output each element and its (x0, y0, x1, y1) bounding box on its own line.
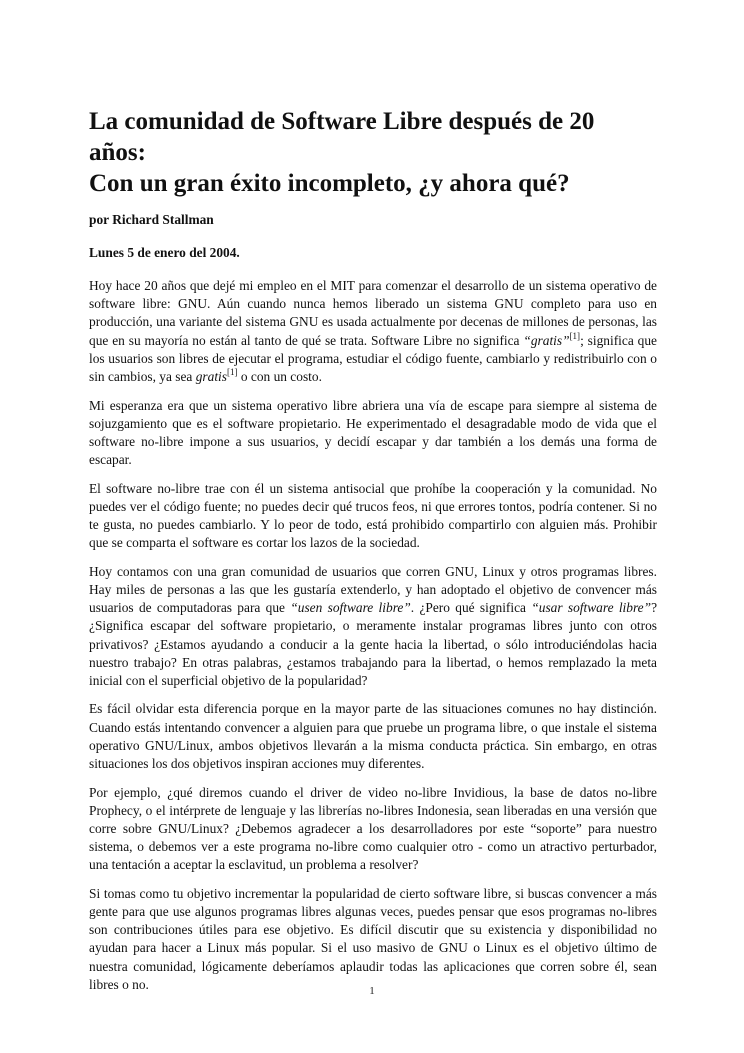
paragraph-4-text-a: Hoy contamos con una gran comunidad de usuarios que corren GNU, Linux y otros programas libres. Hay miles de personas a las que les gustaría extenderlo, y han adoptado el objetivo de convencer más usuarios de computadoras para que (89, 563, 657, 616)
paragraph-4-text-b: . ¿Pero qué significa (410, 600, 532, 616)
paragraph-4-emphasis-1: “usen software libre” (290, 600, 411, 616)
paragraph-4-emphasis-2: “usar software libre” (531, 600, 652, 616)
paragraph-1-emphasis-gratis-2: gratis (195, 369, 227, 385)
paragraph-4 (89, 563, 657, 690)
footnote-ref-1[interactable]: [1] (569, 330, 581, 341)
paragraph-1-emphasis-gratis: “gratis” (523, 332, 570, 348)
paragraph-6: Por ejemplo, ¿qué diremos cuando el driver de video no-libre Invidious, la base de datos no-libre Prophecy, o el intérprete de lenguaje y las librerías no-libres Indonesia, sean liberadas en una versión que corre sobre GNU/Linux? ¿Debemos agradecer a los desarrolladores por este “soporte” para nuestro sistema, o debemos ver a este programa no-libre como cualquier otro - como un atractivo perturbador, una tentación a aceptar la esclavitud, un problema a resolver? (89, 784, 657, 873)
paragraph-1-text-b: ; significa que los usuarios son libres de ejecutar el programa, estudiar el código fuente, cambiarlo y redistribuirlo con o sin cambios, ya sea (89, 332, 658, 385)
paragraph-2: Mi esperanza era que un sistema operativo libre abriera una vía de escape para siempre al sistema de sojuzgamiento que es el software propietario. He experimentado el desagradable modo de vida que el software no-libre impone a sus usuarios, y decidí escapar y dar también a los demás una forma de escapar. (89, 397, 657, 468)
footnote-ref-1b[interactable]: [1] (227, 367, 238, 378)
paragraph-1-text-a: Hoy hace 20 años que dejé mi empleo en el MIT para comenzar el desarrollo de un sistema operativo de software libre: GNU. Aún cuando nunca hemos liberado un sistema GNU completo para uso en producción, una variante del sistema GNU es usada actualmente por decenas de millones de personas, las que en su mayoría no están al tanto de qué se trata. Software Libre no significa (89, 278, 657, 348)
paragraph-5: Es fácil olvidar esta diferencia porque en la mayor parte de las situaciones comunes no hay distinción. Cuando estás intentando convencer a alguien para que pruebe un programa libre, o que instale el sistema operativo GNU/Linux, ambos objetivos llevarán a la misma conducta práctica. Sin embargo, en otras situaciones los dos objetivos inspiran acciones muy diferentes. (89, 701, 657, 772)
paragraph-1-text-c: o con un costo. (237, 369, 322, 385)
document-date: Lunes 5 de enero del 2004. (89, 245, 240, 260)
page-number: 1 (369, 985, 375, 997)
paragraph-7: Si tomas como tu objetivo incrementar la popularidad de cierto software libre, si buscas convencer a más gente para que use algunos programas libres algunas veces, puedes pensar que esos programas no-libres son contribuciones útiles para ese objetivo. Es difícil discutir que su existencia y disponibilidad no ayudan para hacer a Linux más popular. Si el uso masivo de GNU o Linux es el objetivo último de nuestra comunidad, lógicamente deberíamos aplaudir todas las aplicaciones que corren sobre él, sean libres o no. (89, 885, 657, 992)
paragraph-3: El software no-libre trae con él un sistema antisocial que prohíbe la cooperación y la comunidad. No puedes ver el código fuente; no puedes decir qué trucos feos, ni que errores tontos, podría contener. Si no te gusta, no puedes cambiarlo. Y lo peor de todo, está prohibido compartirlo con alguien más. Prohibir que se comparta el software es cortar los lazos de la sociedad. (89, 480, 657, 551)
document-page (89, 106, 657, 1004)
paragraph-4-text-c: ? ¿Significa escapar del software propietario, o meramente instalar programas libres junto con otros privativos? ¿Estamos ayudando a conducir a la gente hacia la libertad, o sólo introduciéndolas hacia nuestro trabajo? En otras palabras, ¿estamos trabajando para la libertad, o hemos remplazado la meta inicial con el superficial objetivo de la popularidad? (89, 600, 658, 688)
document-title (89, 106, 657, 199)
title-line-2: Con un gran éxito incompleto, ¿y ahora qué? (89, 170, 570, 197)
title-line-1: La comunidad de Software Libre después de 20 años: (89, 108, 595, 166)
paragraph-1 (89, 277, 657, 386)
author-byline: por Richard Stallman (89, 212, 214, 227)
